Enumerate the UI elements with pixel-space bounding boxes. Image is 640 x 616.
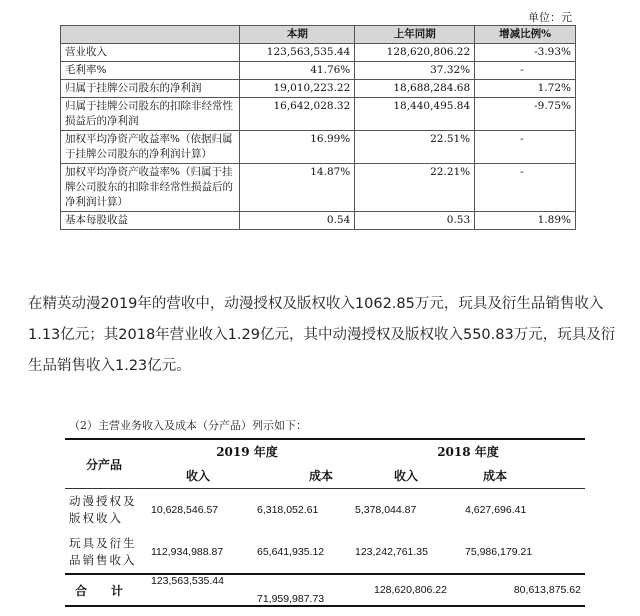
header-item <box>61 26 240 44</box>
row-label: 归属于挂牌公司股东的扣除非经常性损益后的净利润 <box>61 98 240 131</box>
row-rev-2019: 10,628,546.57 <box>151 504 219 516</box>
total-rev-2019: 123,563,535.44 <box>143 574 253 606</box>
row-current: 123,563,535.44 <box>240 44 355 62</box>
row-cost-2018: 75,986,179.21 <box>465 546 533 558</box>
row-change: -9.75% <box>475 98 576 131</box>
row-current: 0.54 <box>240 212 355 230</box>
total-row <box>65 574 585 606</box>
row-current: 19,010,223.22 <box>240 80 355 98</box>
row-cost-2018: 4,627,696.41 <box>465 504 527 516</box>
row-cost-2019: 65,641,935.12 <box>257 546 325 558</box>
row-prior: 22.21% <box>355 164 475 212</box>
summary-paragraph <box>28 289 618 382</box>
table-row <box>61 131 576 164</box>
row-label: 加权平均净资产收益率%（归属于挂牌公司股东的扣除非经常性损益后的净利润计算） <box>61 164 240 212</box>
row-label: 营业收入 <box>61 44 240 62</box>
header-year-2019: 2019 年度 <box>143 439 351 462</box>
table-row <box>61 98 576 131</box>
table-header-row <box>61 26 576 44</box>
table-row <box>65 489 585 532</box>
total-label: 合 计 <box>65 574 143 606</box>
table-row <box>61 44 576 62</box>
paragraph-text: 在精英动漫2019年的营收中，动漫授权及版权收入1062.85万元，玩具及衍生品销售收入1.13亿元；其2018年营业收入1.29亿元，其中动漫授权及版权收入550.83万元，玩具及衍生品销售收入1.23亿元。 <box>28 296 616 374</box>
row-label: 基本每股收益 <box>61 212 240 230</box>
row-rev-2018: 5,378,044.87 <box>355 504 417 516</box>
row-label: 归属于挂牌公司股东的净利润 <box>61 80 240 98</box>
total-rev-2018: 128,620,806.22 <box>351 574 461 606</box>
row-current: 41.76% <box>240 62 355 80</box>
segment-table <box>65 438 585 607</box>
row-change: - <box>475 131 576 164</box>
row-change: -3.93% <box>475 44 576 62</box>
row-rev-2018: 123,242,761.35 <box>355 546 428 558</box>
row-prior: 22.51% <box>355 131 475 164</box>
row-prior: 37.32% <box>355 62 475 80</box>
financial-summary-table <box>60 25 576 230</box>
segment-caption: （2）主营业务收入及成本（分产品）列示如下： <box>69 419 307 432</box>
row-prior: 18,440,495.84 <box>355 98 475 131</box>
header-revenue-2018: 收入 <box>351 462 461 489</box>
row-current: 16.99% <box>240 131 355 164</box>
header-prior: 上年同期 <box>355 26 475 44</box>
row-change: - <box>475 164 576 212</box>
row-prior: 128,620,806.22 <box>355 44 475 62</box>
header-year-2018: 2018 年度 <box>351 439 585 462</box>
unit-label: 单位：元 <box>528 11 572 24</box>
row-rev-2019: 112,934,988.87 <box>151 546 224 558</box>
row-cost-2019: 6,318,052.61 <box>257 504 319 516</box>
table-row <box>61 164 576 212</box>
total-cost-2019: 71,959,987.73 <box>253 574 351 606</box>
row-product: 玩具及衍生品销售收入 <box>69 536 137 567</box>
row-change: 1.89% <box>475 212 576 230</box>
header-revenue-2019: 收入 <box>143 462 253 489</box>
table-row <box>61 62 576 80</box>
header-cost-2018: 成本 <box>461 462 585 489</box>
row-current: 14.87% <box>240 164 355 212</box>
header-product: 分产品 <box>65 439 143 489</box>
row-prior: 0.53 <box>355 212 475 230</box>
row-change: 1.72% <box>475 80 576 98</box>
total-cost-2018: 80,613,875.62 <box>461 574 585 606</box>
row-label: 加权平均净资产收益率%（依据归属于挂牌公司股东的净利润计算） <box>61 131 240 164</box>
table-row <box>65 531 585 574</box>
row-current: 16,642,028.32 <box>240 98 355 131</box>
row-change: - <box>475 62 576 80</box>
row-product: 动漫授权及版权收入 <box>69 494 137 525</box>
table-row <box>61 212 576 230</box>
header-cost-2019: 成本 <box>253 462 351 489</box>
row-label: 毛利率% <box>61 62 240 80</box>
header-change: 增减比例% <box>475 26 576 44</box>
row-prior: 18,688,284.68 <box>355 80 475 98</box>
table-row <box>61 80 576 98</box>
header-current: 本期 <box>240 26 355 44</box>
